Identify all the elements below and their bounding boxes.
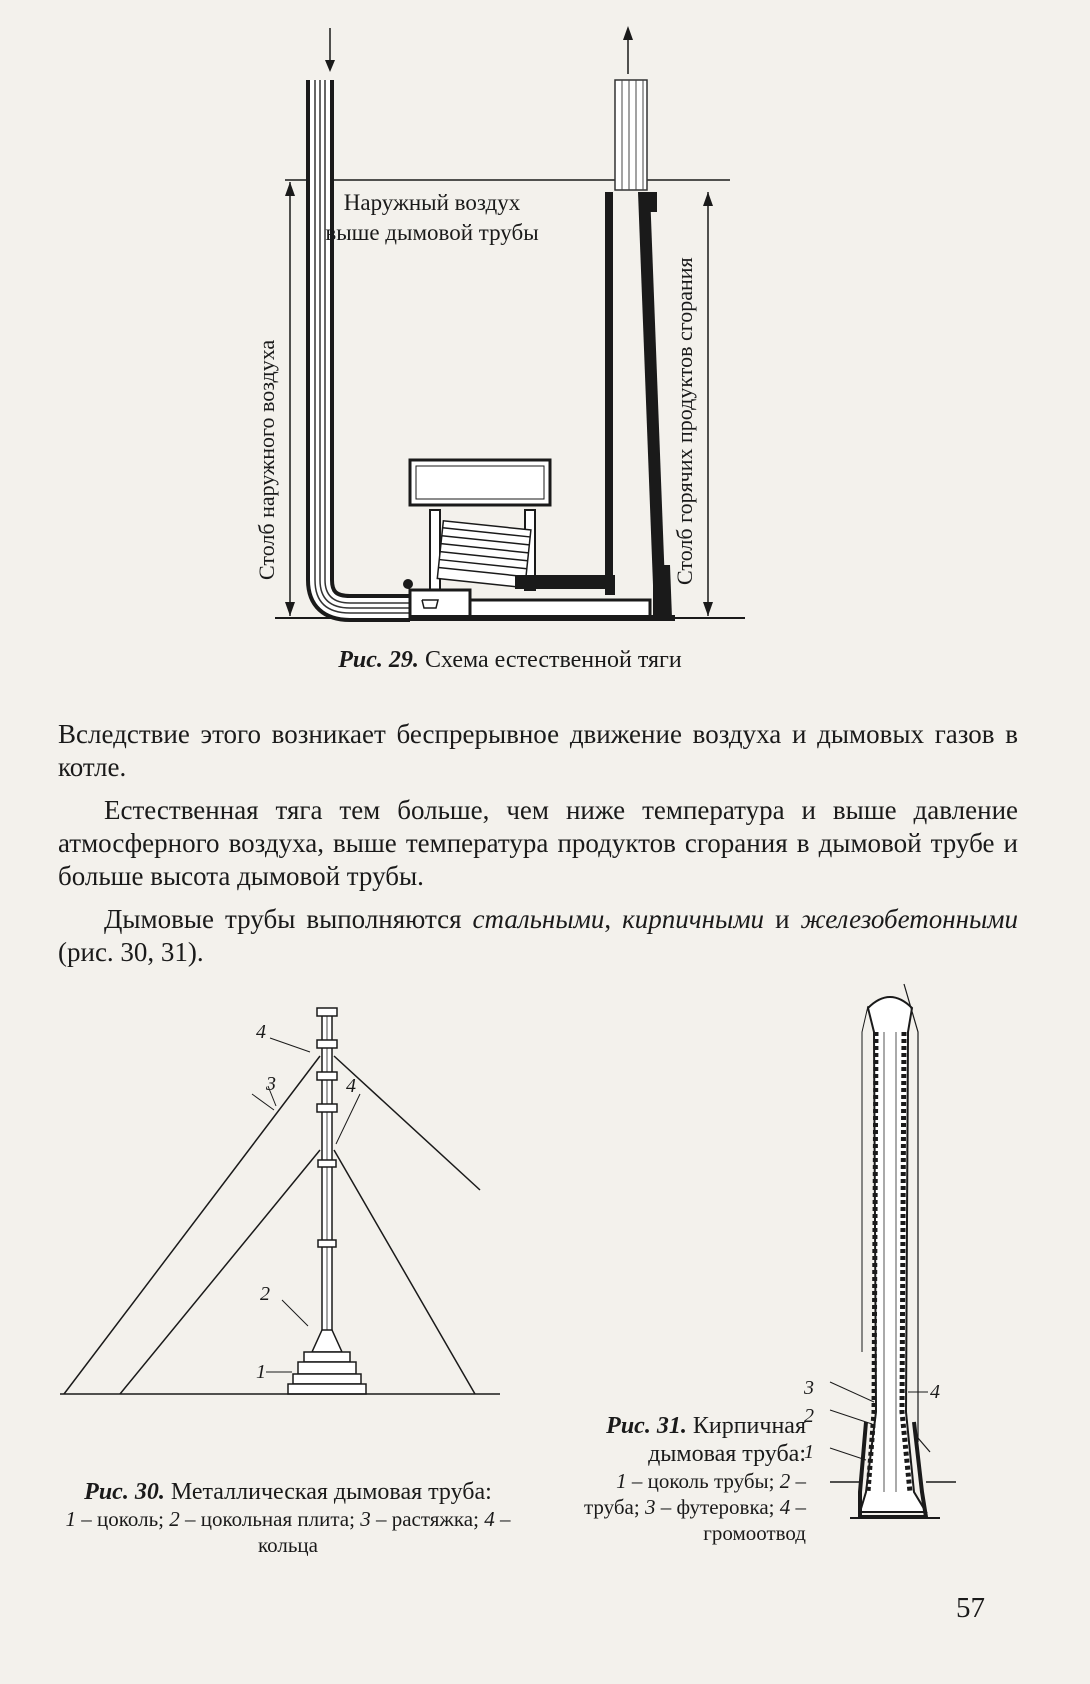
brick-chimney-drawing	[830, 984, 956, 1518]
p3-steel: стальными	[472, 904, 605, 934]
fig30-legend-num-3: 3	[360, 1507, 371, 1531]
air-column-dimension	[285, 182, 295, 616]
chimney-stack	[605, 80, 672, 618]
fig30-legend-num-1: 1	[65, 1507, 77, 1531]
paragraph-1: Вследствие этого возникает беспрерывное движение воздуха и дымовых газов в котле.	[58, 719, 1018, 782]
fig30-marker-4a: 4	[256, 1021, 266, 1043]
boiler-unit	[403, 460, 675, 621]
p3-brick: кирпичными	[622, 904, 765, 934]
figure-31-brick-chimney	[804, 972, 990, 1572]
fig31-legend-num-1: 1	[616, 1469, 627, 1493]
gas-column-label: Столб горячих продуктов сгорания	[672, 257, 697, 585]
body-text	[58, 718, 1018, 979]
paragraph-3	[58, 903, 1018, 969]
p3-start: Дымовые трубы выполняются	[104, 904, 473, 934]
figure-29-caption-label: Рис. 29.	[338, 647, 419, 673]
figure-29-caption-text: Схема естественной тяги	[424, 647, 682, 673]
fig30-marker-1: 1	[256, 1361, 266, 1383]
air-duct	[315, 80, 410, 613]
figure-30-caption-label: Рис. 30.	[84, 1479, 165, 1505]
fig30-legend-num-2: 2	[169, 1507, 180, 1531]
metal-chimney-drawing	[60, 1008, 500, 1394]
figure-29-svg	[254, 20, 800, 640]
fig30-legend-num-4: 4	[484, 1507, 495, 1531]
p3-end: (рис. 30, 31).	[58, 937, 204, 967]
fig31-legend-num-2: 2	[779, 1469, 791, 1493]
p3-concrete: железобетонными	[800, 904, 1019, 934]
figure-31-caption-label: Рис. 31.	[606, 1413, 687, 1439]
fig31-legend-num-4: 4	[779, 1495, 791, 1519]
figure-29-natural-draft-diagram	[254, 20, 800, 640]
fig30-legend-text-2: цокольная плита	[200, 1507, 350, 1531]
gas-column-dimension	[703, 192, 713, 616]
figure-30-legend: 1 – цоколь; 2 – цокольная плита; 3 – растяжка; 4 – кольца	[65, 1507, 511, 1557]
figure-31-legend: 1 – цоколь трубы; 2 – труба; 3 – футеровка; 4 – громоотвод	[583, 1469, 806, 1545]
p3-comma: ,	[604, 904, 623, 934]
figure-31-svg	[804, 972, 990, 1572]
fig31-legend-text-3: футеровка	[676, 1495, 769, 1519]
figure-31-caption-title	[560, 1412, 806, 1468]
gas-outflow-arrow	[623, 26, 633, 74]
figure-30-caption	[62, 1478, 514, 1558]
fig30-marker-2: 2	[260, 1283, 270, 1305]
air-column-label: Столб наружного воздуха	[254, 339, 279, 580]
fig31-marker-1: 1	[804, 1441, 814, 1463]
figure-31-caption	[560, 1412, 806, 1546]
fig30-legend-text-3: растяжка	[391, 1507, 474, 1531]
paragraph-2: Естественная тяга тем больше, чем ниже температура и выше давление атмосферного воздуха, выше температура продуктов сгорания в дымовой трубе и больше высота дымовой трубы.	[58, 795, 1018, 891]
fig30-legend-text-4: кольца	[258, 1533, 318, 1557]
p3-and: и	[764, 904, 801, 934]
fig31-legend-text-1: цоколь трубы	[647, 1469, 769, 1493]
figure-30-caption-title	[62, 1478, 514, 1506]
fig30-marker-3: 3	[266, 1073, 276, 1095]
fig31-legend-text-4: громоотвод	[703, 1521, 806, 1545]
fig31-marker-3: 3	[804, 1377, 814, 1399]
fig31-legend-text-2: труба	[583, 1495, 634, 1519]
fig31-marker-4: 4	[930, 1381, 940, 1403]
fig31-legend-num-3: 3	[644, 1495, 656, 1519]
figure-31-caption-text: Кирпичная дымовая труба:	[648, 1413, 806, 1467]
fig31-marker-2: 2	[804, 1405, 814, 1427]
outside-air-label-line1: Наружный воздух	[343, 190, 521, 215]
fig30-marker-4b: 4	[346, 1075, 356, 1097]
page-number: 57	[956, 1592, 985, 1624]
air-inflow-arrow	[325, 28, 335, 72]
outside-air-label-line2: выше дымовой трубы	[325, 220, 539, 245]
figure-30-svg	[60, 990, 500, 1420]
figure-29-caption	[240, 646, 780, 674]
fig30-legend-text-1: цоколь	[97, 1507, 159, 1531]
figure-30-metal-chimney	[60, 990, 500, 1420]
figure-30-caption-text: Металлическая дымовая труба:	[170, 1479, 492, 1505]
